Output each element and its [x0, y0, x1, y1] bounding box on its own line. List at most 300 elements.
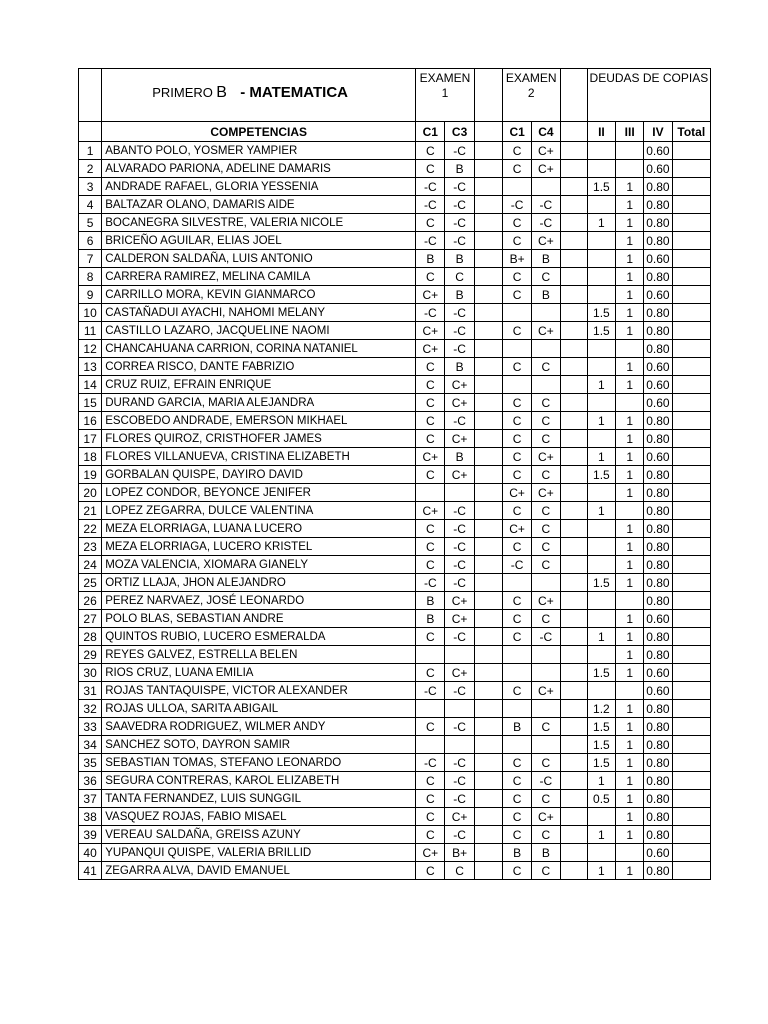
debt-ii: 1	[587, 412, 615, 430]
debt-total	[672, 538, 710, 556]
spacer-cell	[560, 502, 587, 520]
debt-ii	[587, 232, 615, 250]
spacer-cell	[474, 286, 502, 304]
spacer-cell	[474, 448, 502, 466]
debt-iii: 1	[616, 610, 644, 628]
spacer-cell	[560, 340, 587, 358]
debt-iv: 0.80	[644, 808, 672, 826]
grade-exam2-c1: C	[502, 394, 531, 412]
debt-iv: 0.60	[644, 844, 672, 862]
table-row	[79, 700, 711, 718]
table-row	[79, 592, 711, 610]
debt-ii	[587, 844, 615, 862]
grade-exam1-c1: -C	[416, 196, 445, 214]
student-name: MEZA ELORRIAGA, LUCERO KRISTEL	[102, 538, 416, 556]
grade-exam2-c1: C	[502, 232, 531, 250]
grade-exam1-c1: C+	[416, 322, 445, 340]
debt-iv: 0.80	[644, 538, 672, 556]
table-row	[79, 250, 711, 268]
spacer-cell	[560, 808, 587, 826]
spacer-cell	[474, 196, 502, 214]
table-row	[79, 574, 711, 592]
debt-ii: 1.5	[587, 664, 615, 682]
grade-exam1-c3: B	[445, 250, 474, 268]
debt-iv: 0.60	[644, 682, 672, 700]
debt-total	[672, 250, 710, 268]
table-row	[79, 628, 711, 646]
grade-exam2-c4: -C	[532, 214, 560, 232]
grade-exam1-c3: C+	[445, 610, 474, 628]
debt-total	[672, 700, 710, 718]
debt-total	[672, 466, 710, 484]
debt-ii: 1	[587, 376, 615, 394]
debt-iii: 1	[616, 754, 644, 772]
debt-iii: 1	[616, 862, 644, 880]
debt-total	[672, 268, 710, 286]
table-row	[79, 142, 711, 160]
student-name: REYES GALVEZ, ESTRELLA BELEN	[102, 646, 416, 664]
spacer-cell	[560, 862, 587, 880]
student-name: VEREAU SALDAÑA, GREISS AZUNY	[102, 826, 416, 844]
debt-iii	[616, 592, 644, 610]
grade-exam1-c1: -C	[416, 754, 445, 772]
spacer-cell	[560, 826, 587, 844]
debt-iv: 0.60	[644, 610, 672, 628]
spacer-cell	[560, 304, 587, 322]
table-row	[79, 520, 711, 538]
debt-iii: 1	[616, 538, 644, 556]
grade-exam1-c3: -C	[445, 754, 474, 772]
debt-iv: 0.80	[644, 790, 672, 808]
table-row	[79, 322, 711, 340]
grade-exam2-c4	[532, 736, 560, 754]
row-number: 14	[79, 376, 102, 394]
grade-exam1-c1	[416, 646, 445, 664]
spacer-cell	[560, 160, 587, 178]
student-name: TANTA FERNANDEZ, LUIS SUNGGIL	[102, 790, 416, 808]
debt-iii: 1	[616, 646, 644, 664]
debt-iv: 0.80	[644, 430, 672, 448]
debt-iv: 0.80	[644, 196, 672, 214]
debt-iv: 0.80	[644, 232, 672, 250]
debt-ii: 1.5	[587, 466, 615, 484]
spacer-cell	[560, 646, 587, 664]
debt-ii	[587, 556, 615, 574]
grade-exam2-c4: C	[532, 538, 560, 556]
grade-exam1-c1: C	[416, 214, 445, 232]
debt-iv: 0.80	[644, 826, 672, 844]
debt-ii	[587, 592, 615, 610]
spacer-cell	[560, 196, 587, 214]
student-name: ALVARADO PARIONA, ADELINE DAMARIS	[102, 160, 416, 178]
spacer-cell	[474, 142, 502, 160]
title-row	[79, 69, 711, 122]
debt-iii: 1	[616, 718, 644, 736]
debts-header	[587, 69, 710, 122]
debt-iv: 0.80	[644, 862, 672, 880]
grade-exam2-c1: -C	[502, 556, 531, 574]
grade-exam2-c1: C	[502, 628, 531, 646]
grade-exam2-c1: C	[502, 286, 531, 304]
grade-exam2-c4: -C	[532, 196, 560, 214]
table-row	[79, 862, 711, 880]
spacer-cell	[560, 122, 587, 142]
grade-exam2-c1: C	[502, 790, 531, 808]
grade-exam2-c1	[502, 304, 531, 322]
table-row	[79, 340, 711, 358]
grade-exam1-c1: C+	[416, 844, 445, 862]
grade-exam2-c1	[502, 376, 531, 394]
debt-total	[672, 196, 710, 214]
student-name: CARRILLO MORA, KEVIN GIANMARCO	[102, 286, 416, 304]
debt-total	[672, 394, 710, 412]
grade-exam2-c1: C	[502, 358, 531, 376]
grade-exam1-c3: -C	[445, 538, 474, 556]
debt-iii: 1	[616, 322, 644, 340]
debt-ii	[587, 268, 615, 286]
grade-exam2-c1: C	[502, 772, 531, 790]
grade-exam1-c3: -C	[445, 520, 474, 538]
header-debt-iv: IV	[644, 122, 672, 142]
grade-exam2-c1	[502, 646, 531, 664]
row-number: 34	[79, 736, 102, 754]
debt-iii	[616, 844, 644, 862]
grade-exam2-c4: C	[532, 358, 560, 376]
grade-exam1-c1: B	[416, 610, 445, 628]
debt-total	[672, 628, 710, 646]
row-number: 24	[79, 556, 102, 574]
grade-exam2-c1: C	[502, 682, 531, 700]
grade-exam1-c1: -C	[416, 232, 445, 250]
spacer-cell	[474, 322, 502, 340]
spacer-cell	[474, 556, 502, 574]
title-cell	[102, 69, 416, 122]
grade-exam1-c3: -C	[445, 142, 474, 160]
student-name: ORTIZ LLAJA, JHON ALEJANDRO	[102, 574, 416, 592]
header-e2-c1: C1	[502, 122, 531, 142]
debt-iv: 0.80	[644, 736, 672, 754]
grade-exam2-c4: C	[532, 826, 560, 844]
grade-exam2-c4: C	[532, 466, 560, 484]
grade-exam2-c4	[532, 700, 560, 718]
student-name: DURAND GARCIA, MARIA ALEJANDRA	[102, 394, 416, 412]
student-name: ANDRADE RAFAEL, GLORIA YESSENIA	[102, 178, 416, 196]
grade-exam1-c3: C+	[445, 430, 474, 448]
spacer-cell	[560, 718, 587, 736]
grade-exam1-c3: C+	[445, 394, 474, 412]
debt-ii: 1	[587, 826, 615, 844]
grade-exam1-c1: C+	[416, 448, 445, 466]
spacer-cell	[560, 358, 587, 376]
student-name: QUINTOS RUBIO, LUCERO ESMERALDA	[102, 628, 416, 646]
debt-total	[672, 556, 710, 574]
spacer-cell	[560, 682, 587, 700]
debt-total	[672, 502, 710, 520]
grade-exam1-c3	[445, 736, 474, 754]
grade-exam1-c3: -C	[445, 574, 474, 592]
student-name: FLORES QUIROZ, CRISTHOFER JAMES	[102, 430, 416, 448]
spacer-cell	[474, 610, 502, 628]
student-name: RIOS CRUZ, LUANA EMILIA	[102, 664, 416, 682]
table-row	[79, 430, 711, 448]
spacer-cell	[560, 664, 587, 682]
spacer-cell	[474, 826, 502, 844]
student-name: BOCANEGRA SILVESTRE, VALERIA NICOLE	[102, 214, 416, 232]
header-e2-c4: C4	[532, 122, 560, 142]
debt-total	[672, 484, 710, 502]
grade-exam2-c1: C	[502, 214, 531, 232]
student-name: MOZA VALENCIA, XIOMARA GIANELY	[102, 556, 416, 574]
spacer-cell	[474, 736, 502, 754]
table-row	[79, 718, 711, 736]
grade-exam1-c3: B	[445, 160, 474, 178]
debt-ii: 1	[587, 214, 615, 232]
debt-iv: 0.80	[644, 520, 672, 538]
debt-ii	[587, 520, 615, 538]
spacer-cell	[560, 484, 587, 502]
grade-exam2-c1: C	[502, 268, 531, 286]
spacer-cell	[560, 754, 587, 772]
debt-ii	[587, 484, 615, 502]
spacer-cell	[474, 502, 502, 520]
debt-iv: 0.80	[644, 484, 672, 502]
spacer-cell	[474, 376, 502, 394]
debts-label: DEUDAS DE COPIAS	[589, 71, 709, 85]
header-e1-c1: C1	[416, 122, 445, 142]
exam2-header	[502, 69, 560, 122]
grade-exam2-c4: C+	[532, 322, 560, 340]
grade-exam1-c3: -C	[445, 502, 474, 520]
spacer-cell	[474, 250, 502, 268]
debt-ii: 1	[587, 628, 615, 646]
spacer-cell	[474, 682, 502, 700]
grade-exam1-c3: C+	[445, 808, 474, 826]
debt-iv: 0.80	[644, 268, 672, 286]
grade-exam2-c4	[532, 646, 560, 664]
grade-exam1-c3: -C	[445, 556, 474, 574]
grade-exam2-c1: B	[502, 718, 531, 736]
debt-iii: 1	[616, 664, 644, 682]
debt-iii: 1	[616, 304, 644, 322]
grade-exam2-c4	[532, 178, 560, 196]
debt-total	[672, 286, 710, 304]
grade-exam2-c4: B	[532, 286, 560, 304]
grade-exam1-c1: C	[416, 466, 445, 484]
debt-iv: 0.80	[644, 502, 672, 520]
debt-ii: 1	[587, 862, 615, 880]
row-number: 10	[79, 304, 102, 322]
debt-iii: 1	[616, 520, 644, 538]
spacer-cell	[474, 592, 502, 610]
grade-exam1-c1: C	[416, 628, 445, 646]
row-number: 4	[79, 196, 102, 214]
student-name: CARRERA RAMIREZ, MELINA CAMILA	[102, 268, 416, 286]
spacer-cell	[474, 754, 502, 772]
spacer-cell	[560, 592, 587, 610]
debt-iv: 0.60	[644, 664, 672, 682]
spacer-cell	[560, 538, 587, 556]
row-number: 27	[79, 610, 102, 628]
grade-exam1-c3: -C	[445, 826, 474, 844]
debt-total	[672, 790, 710, 808]
grade-exam1-c1: C	[416, 376, 445, 394]
grade-exam1-c3: -C	[445, 232, 474, 250]
spacer-cell	[474, 664, 502, 682]
debt-iii: 1	[616, 268, 644, 286]
debt-iv: 0.80	[644, 628, 672, 646]
grade-exam2-c4: C+	[532, 808, 560, 826]
grade-exam1-c1: -C	[416, 574, 445, 592]
grade-exam2-c4: C	[532, 412, 560, 430]
debt-iii: 1	[616, 412, 644, 430]
debt-total	[672, 682, 710, 700]
spacer-cell	[560, 69, 587, 122]
debt-total	[672, 610, 710, 628]
spacer-cell	[560, 700, 587, 718]
row-number: 30	[79, 664, 102, 682]
debt-total	[672, 322, 710, 340]
table-row	[79, 736, 711, 754]
spacer-cell	[474, 790, 502, 808]
table-row	[79, 538, 711, 556]
table-row	[79, 232, 711, 250]
grade-exam1-c3: B	[445, 358, 474, 376]
grade-exam2-c4: C	[532, 520, 560, 538]
student-name: BALTAZAR OLANO, DAMARIS AIDE	[102, 196, 416, 214]
grade-exam2-c1	[502, 700, 531, 718]
grade-exam1-c1: C	[416, 142, 445, 160]
student-name: CHANCAHUANA CARRION, CORINA NATANIEL	[102, 340, 416, 358]
grade-exam2-c4	[532, 664, 560, 682]
exam2-label: EXAMEN	[505, 71, 557, 85]
debt-iii: 1	[616, 628, 644, 646]
debt-ii: 1.5	[587, 304, 615, 322]
row-number: 41	[79, 862, 102, 880]
grade-exam1-c1: C	[416, 160, 445, 178]
exam1-header	[416, 69, 475, 122]
grade-exam1-c1: -C	[416, 304, 445, 322]
debt-total	[672, 574, 710, 592]
student-name: ABANTO POLO, YOSMER YAMPIER	[102, 142, 416, 160]
grade-exam2-c4: B	[532, 250, 560, 268]
row-number: 5	[79, 214, 102, 232]
title-grade: PRIMERO	[152, 85, 213, 100]
debt-iv: 0.60	[644, 286, 672, 304]
grade-exam1-c3: -C	[445, 412, 474, 430]
student-name: ESCOBEDO ANDRADE, EMERSON MIKHAEL	[102, 412, 416, 430]
debt-total	[672, 376, 710, 394]
table-row	[79, 664, 711, 682]
grade-exam2-c1: C	[502, 502, 531, 520]
table-row	[79, 214, 711, 232]
row-number: 13	[79, 358, 102, 376]
spacer-cell	[474, 466, 502, 484]
grade-exam2-c1: B	[502, 844, 531, 862]
row-number: 17	[79, 430, 102, 448]
spacer-cell	[560, 250, 587, 268]
debt-total	[672, 412, 710, 430]
debt-iv: 0.60	[644, 358, 672, 376]
student-name: FLORES VILLANUEVA, CRISTINA ELIZABETH	[102, 448, 416, 466]
grade-exam2-c4: B	[532, 844, 560, 862]
grade-exam2-c4: C	[532, 790, 560, 808]
debt-ii: 1.5	[587, 754, 615, 772]
grade-exam2-c4: C	[532, 268, 560, 286]
spacer-cell	[560, 610, 587, 628]
student-name: VASQUEZ ROJAS, FABIO MISAEL	[102, 808, 416, 826]
debt-total	[672, 232, 710, 250]
debt-ii	[587, 646, 615, 664]
grade-exam2-c1: C	[502, 808, 531, 826]
row-number: 8	[79, 268, 102, 286]
row-number: 1	[79, 142, 102, 160]
grade-exam1-c3	[445, 484, 474, 502]
grade-exam2-c1: C	[502, 412, 531, 430]
debt-iii: 1	[616, 286, 644, 304]
grade-exam2-c4: C+	[532, 232, 560, 250]
debt-ii	[587, 358, 615, 376]
spacer-cell	[560, 466, 587, 484]
spacer-cell	[474, 232, 502, 250]
spacer-cell	[560, 628, 587, 646]
grade-exam1-c1: C	[416, 268, 445, 286]
debt-total	[672, 358, 710, 376]
student-name: CASTAÑADUI AYACHI, NAHOMI MELANY	[102, 304, 416, 322]
debt-iii	[616, 160, 644, 178]
debt-iii: 1	[616, 430, 644, 448]
debt-iv: 0.60	[644, 448, 672, 466]
grade-exam2-c4: C	[532, 502, 560, 520]
student-name: ROJAS ULLOA, SARITA ABIGAIL	[102, 700, 416, 718]
table-row	[79, 178, 711, 196]
row-number: 22	[79, 520, 102, 538]
table-row	[79, 610, 711, 628]
grade-exam1-c3: -C	[445, 178, 474, 196]
debt-ii	[587, 250, 615, 268]
grade-exam2-c1: C	[502, 430, 531, 448]
debt-ii	[587, 286, 615, 304]
debt-ii: 1	[587, 502, 615, 520]
debt-ii: 1.2	[587, 700, 615, 718]
table-row	[79, 808, 711, 826]
row-number: 25	[79, 574, 102, 592]
table-row	[79, 160, 711, 178]
spacer-cell	[560, 844, 587, 862]
row-number: 23	[79, 538, 102, 556]
grade-exam1-c1: C	[416, 790, 445, 808]
debt-total	[672, 736, 710, 754]
row-number: 7	[79, 250, 102, 268]
page-title	[102, 85, 415, 101]
spacer-cell	[474, 340, 502, 358]
grade-exam1-c3: C+	[445, 376, 474, 394]
grade-exam2-c4: C	[532, 718, 560, 736]
debt-ii	[587, 394, 615, 412]
student-name: CASTILLO LAZARO, JACQUELINE NAOMI	[102, 322, 416, 340]
grade-exam1-c3: -C	[445, 214, 474, 232]
debt-iv: 0.80	[644, 754, 672, 772]
debt-ii	[587, 160, 615, 178]
student-name: CRUZ RUIZ, EFRAIN ENRIQUE	[102, 376, 416, 394]
student-name: POLO BLAS, SEBASTIAN ANDRE	[102, 610, 416, 628]
debt-total	[672, 592, 710, 610]
row-number: 9	[79, 286, 102, 304]
grade-exam2-c4: C+	[532, 160, 560, 178]
spacer-cell	[474, 268, 502, 286]
grade-exam1-c1: -C	[416, 682, 445, 700]
table-row	[79, 448, 711, 466]
row-number: 40	[79, 844, 102, 862]
